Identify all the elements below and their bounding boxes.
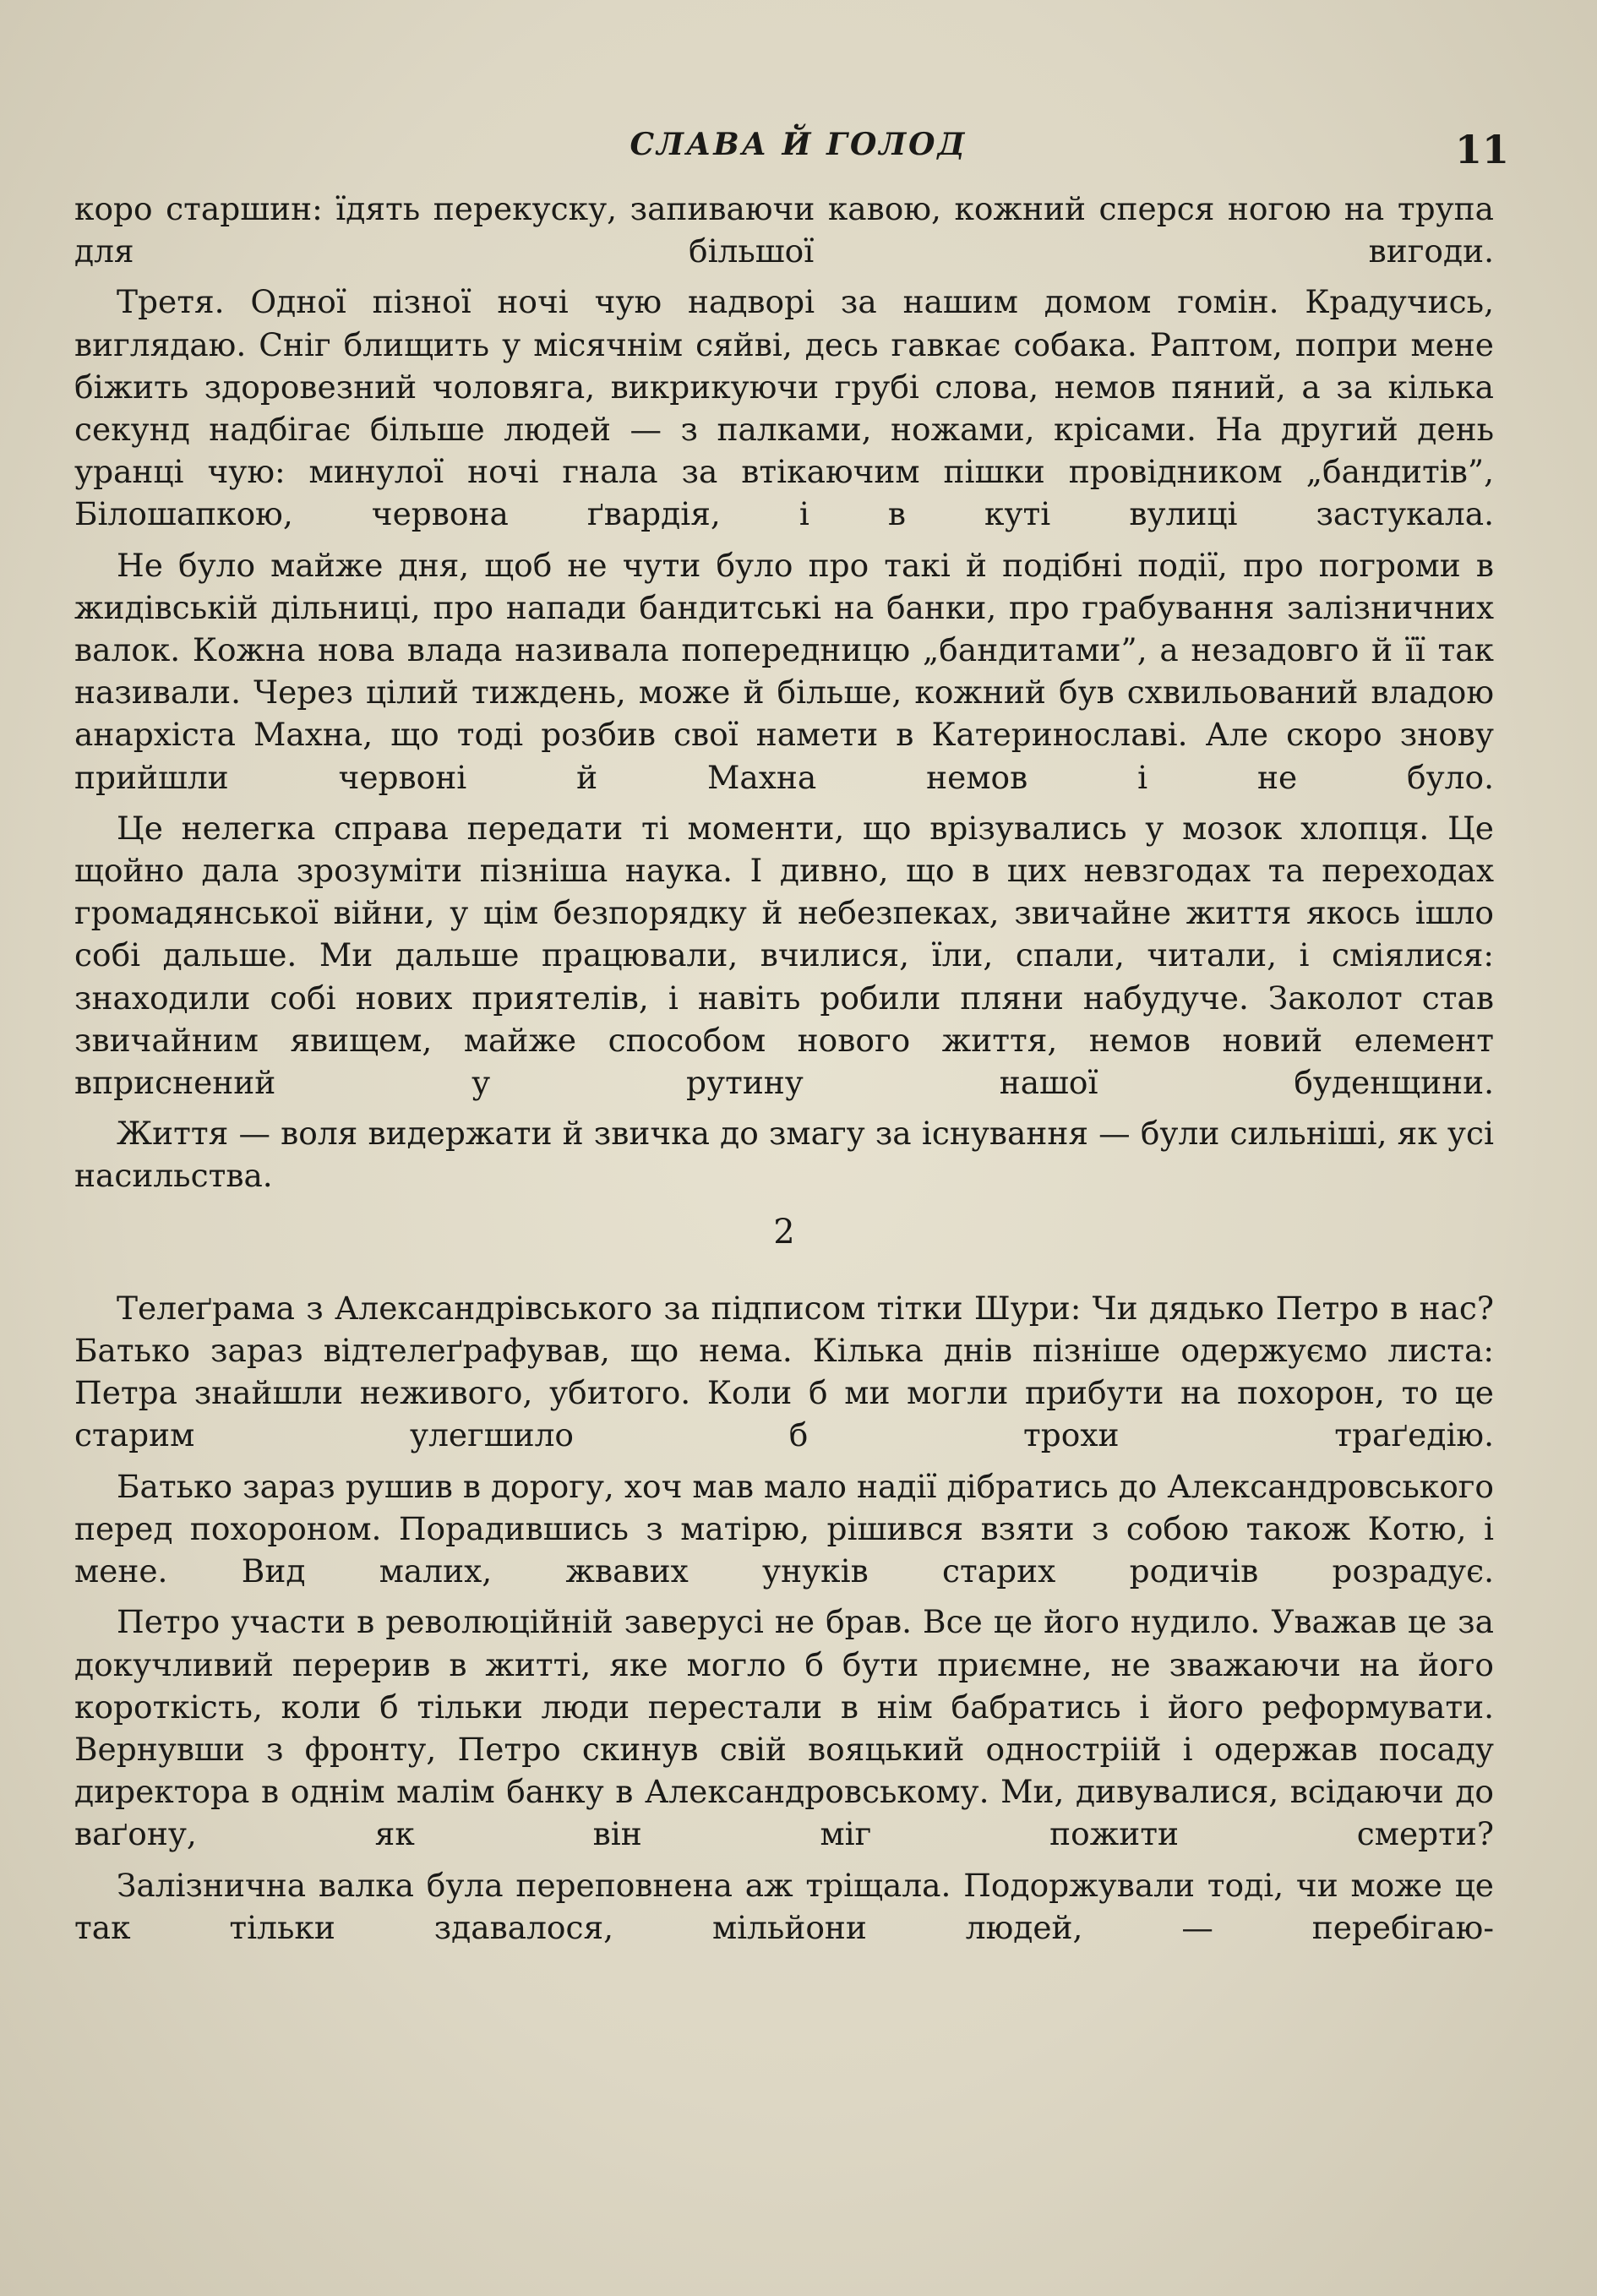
paragraph: Батько зараз рушив в дорогу, хоч мав мало надії дібратись до Александровського перед похороном. Порадившись з матірю, рішився взяти з собою також Котю, і мене. Вид малих, жвавих унуків старих родичів розрадує. bbox=[74, 1467, 1494, 1590]
paragraph: коро старшин: їдять перекуску, запиваючи кавою, кожний сперся ногою на трупа для більшої вигоди. bbox=[74, 190, 1494, 270]
body-text bbox=[74, 188, 1494, 1949]
paragraph: Третя. Одної пізної ночі чую надворі за нашим домом гомін. Крадучись, виглядаю. Сніг блищить у місячнім сяйві, десь гавкає собака. Раптом, попри мене біжить здоровезний чоловяга, викрикуючи грубі слова, немов пяний, а за кілька секунд надбігає більше людей — з палками, ножами, крісами. На другий день уранці чую: минулої ночі гнала за втікаючим пішки провідником „бандитів”, Білошапкою, червона ґвардія, і в куті вулиці застукала. bbox=[74, 283, 1494, 533]
paragraph: Залізнична валка була переповнена аж тріщала. Подоржували тоді, чи може це так тільки здавалося, мільйони людей, — перебігаю- bbox=[74, 1866, 1494, 1946]
section-number: 2 bbox=[773, 1212, 795, 1252]
paragraph: Телеґрама з Александрівського за підписом тітки Шури: Чи дядько Петро в нас? Батько зараз відтелеґрафував, що нема. Кілька днів пізніше одержуємо листа: Петра знайшли неживого, убитого. Коли б ми могли прибути на похорон, то це старим улегшило б трохи траґедію. bbox=[74, 1289, 1494, 1454]
paragraph: Життя — воля видержати й звичка до змагу за існування — були сильніші, як усі насильства. bbox=[74, 1115, 1494, 1195]
running-title: СЛАВА Й ГОЛОД bbox=[630, 127, 967, 162]
paragraph: Не було майже дня, щоб не чути було про такі й подібні події, про погроми в жидівській дільниці, про напади бандитські на банки, про грабування залізничних валок. Кожна нова влада називала попередницю „бандитами”, а незадовго й її так називали. Через цілий тиждень, може й більше, кожний був схвильований владою анархіста Махна, що тоді розбив свої намети в Катеринославі. Але скоро знову прийшли червоні й Махна немов і не було. bbox=[74, 546, 1494, 796]
paragraph: Петро участи в революційній заверусі не брав. Все це його нудило. Уважав це за докучливий перерив в житті, яке могло б бути приємне, не зважаючи на його короткість, коли б тільки люди перестали в нім бабратись і його реформувати. Вернувши з фронту, Петро скинув свій вояцький одностріій і одержав посаду директора в однім малім банку в Александровському. Ми, дивувалися, всідаючи до ваґону, як він міг пожити смерти? bbox=[74, 1603, 1494, 1853]
paragraph: Це нелегка справа передати ті моменти, що врізувались у мозок хлопця. Це щойно дала зрозуміти пізніша наука. І дивно, що в цих невзгодах та переходах громадянської війни, у цім безпорядку й небезпеках, звичайне життя якось ішло собі дальше. Ми дальше працювали, вчилися, їли, спали, читали, і сміялися: знаходили собі нових приятелів, і навіть робили пляни набудуче. Заколот став звичайним явищем, майже способом нового життя, немов новий елемент вприснений у рутину нашої буденщини. bbox=[74, 809, 1494, 1102]
page-number: 11 bbox=[1455, 127, 1510, 172]
